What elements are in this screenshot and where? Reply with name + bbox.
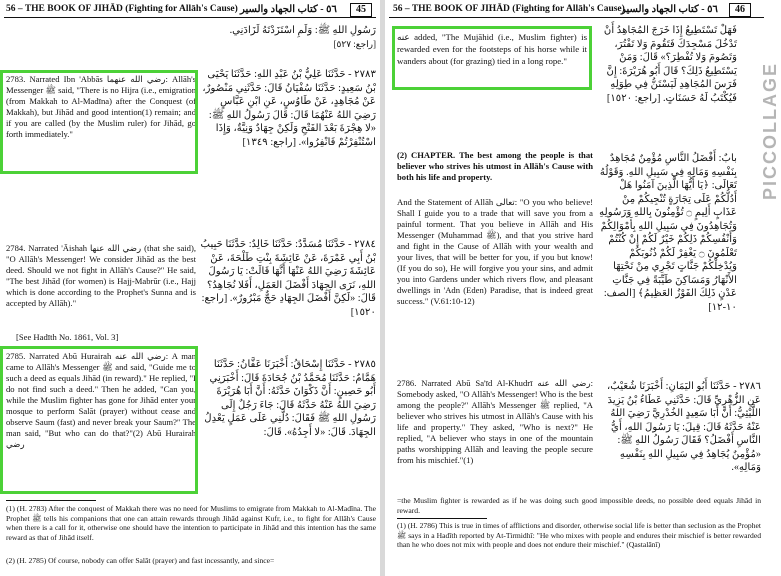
page-number: 45	[350, 3, 372, 17]
hadith-2784-see-also: [See Hadīth No. 1861, Vol. 3]	[16, 332, 119, 342]
hadith-2785-continued-english: عنه added, "The Mujāhid (i.e., Muslim fighter) is rewarded even for the footsteps of his horse while it wanders about (for grazing) tied in a long rope."	[397, 32, 587, 66]
hadith-2783-english: 2783. Narrated Ibn 'Abbās رضي الله عنهما: Allāh's Messenger ﷺ said, "There is no Hijra (i.e., emigration (from Makkah to Al-Madīna) after the Conquest (of Makkah), but Jihād and good intention(1) remain; and if you are called (by the Muslim ruler) for Jihād, go forth immediately."	[6, 74, 197, 139]
chapter-2-arabic: بابٌ: أَفْضَلُ النَّاسِ مُؤْمِنٌ مُجَاهِدٌ بِنَفْسِهِ وَمَالِهِ فِي سَبِيلِ اللهِ. وَقَوْلُهُ تَعَالَى: ﴿يَا أَيُّهَا الَّذِينَ آمَنُوا هَلْ أَدُلُّكُمْ عَلَى تِجَارَةٍ تُنْجِيكُمْ مِنْ عَذَابٍ أَلِيمٍ ۝ تُؤْمِنُونَ بِاللهِ وَرَسُولِهِ وَتُجَاهِدُونَ فِي سَبِيلِ اللهِ بِأَمْوَالِكُمْ وَأَنْفُسِكُمْ ذَلِكُمْ خَيْرٌ لَكُمْ إِنْ كُنْتُمْ تَعْلَمُونَ ۝ يَغْفِرْ لَكُمْ ذُنُوبَكُمْ وَيُدْخِلْكُمْ جَنَّاتٍ تَجْرِي مِنْ تَحْتِهَا الأَنْهَارُ وَمَسَاكِنَ طَيِّبَةً فِي جَنَّاتِ عَدْنٍ ذَلِكَ الفَوْزُ العَظِيمُ﴾ [الصف: ١٠-١٢]	[599, 153, 737, 313]
piccollage-watermark	[738, 30, 780, 200]
hadith-2785-arabic: ٢٧٨٥ - حَدَّثَنَا إِسْحَاقُ: أَخْبَرَنَا عَفَّانُ: حَدَّثَنَا هَمَّامٌ: حَدَّثَنَا مُحَمَّدُ بْنُ جُحَادَةَ قَالَ: أَخْبَرَنِي أَبُو حَصِينٍ: أَنَّ ذَكْوَانَ حَدَّثَهُ: أَنَّ أَبَا هُرَيْرَةَ رَضِيَ اللهُ عَنْهُ حَدَّثَهُ قَالَ: جَاءَ رَجُلٌ إِلَى رَسُولِ اللهِ ﷺ فَقَالَ: دُلَّنِي عَلَى عَمَلٍ يَعْدِلُ الجِهَادَ. قَالَ: «لا أَجِدُهُ». قَالَ:	[204, 359, 376, 438]
hadith-2786-english: 2786. Narrated Abū Sa'īd Al-Khudrī رضي الله عنه: Somebody asked, "O Allāh's Messenger! Who is the best among the people?" Allāh's Messenger ﷺ replied, "A believer who strives his utmost in Allāh's Cause with his life and property." They asked, "Who is next?" He replied, "A believer who stays in one of the mountain paths worshipping Allāh and leaving the people secure from his mischief."(1)	[397, 378, 593, 465]
top-arabic: رَسُولِ اللهِ ﷺ: وَلَمِ اسْتَزَدْتَهُ لَزَادَنِي.	[229, 25, 376, 36]
hadith-2784-arabic: ٢٧٨٤ - حَدَّثَنَا مُسَدَّدٌ: حَدَّثَنَا خَالِدٌ: حَدَّثَنَا حَبِيبُ بْنُ أَبِي عَمْرَةَ، عَنْ عَائِشَةَ بِنْتِ طَلْحَةَ، عَنْ عَائِشَةَ رَضِيَ اللهُ عَنْهَا أَنَّهَا قَالَتْ: يَا رَسُولَ اللهِ، نَرَى الجِهَادَ أَفْضَلَ العَمَلِ، أَفَلا نُجَاهِدُ؟ قَالَ: «لَكِنَّ أَفْضَلَ الجِهَادِ حَجٌّ مَبْرُورٌ». [راجع: ١٥٢٠]	[200, 239, 376, 318]
top-reference: [راجع: ٥٢٧]	[333, 39, 376, 49]
footnote-1: (1) (H. 2783) After the conquest of Makkah there was no need for Muslims to emigrate from Makkah to Al-Madīna. The Prophet ﷺ tells his companions that one can attain rewards through Jihād against Kufr, i.e., to fight for Allāh's Cause when there is a call for it, otherwise one should have the intention to participate in Jihād and this intention has the same reward as that of Jihād itself.	[6, 504, 376, 542]
footnote-rule	[6, 500, 96, 501]
book-title-ar: ٥٦ - كتاب الجهاد والسير	[240, 4, 337, 15]
footnote-1: (1) (H. 2786) This is true in times of afflictions and disorder, otherwise social life is better than seclusion as the Prophet ﷺ says in a Hadīth reported by At-Tirmidhī: "He who mixes with people and endures their mischief is better rewarded than he who does not mix with people and does not endure their mischief." (Qastalānī)	[397, 521, 761, 550]
hadith-2784-english: 2784. Narrated 'Āishah رضي الله عنها (that she said), "O Allāh's Messenger! We consider Jihād as the best deed. Should we not fight in Allāh's Cause?" He said, "The best Jihād (for women) is Hajj-Mabrūr (i.e., Hajj which is done according to the Prophet's Sunna and is accepted by Allāh)."	[6, 243, 196, 308]
page-number: 46	[729, 3, 751, 17]
footnote-2: (2) (H. 2785) Of course, nobody can offer Salāt (prayer) and fast incessantly, and since=	[6, 556, 275, 565]
footnote-rule	[397, 518, 487, 519]
book-title-en: 56 – THE BOOK OF JIHĀD (Fighting for Allāh's Cause)	[393, 4, 625, 14]
hadith-2783-arabic: ٢٧٨٣ - حَدَّثَنَا عَلِيُّ بْنُ عَبْدِ اللهِ: حَدَّثَنَا يَحْيَى بْنُ سَعِيدٍ: حَدَّثَنَا سُفْيَانُ قَالَ: حَدَّثَنِي مَنْصُورٌ، عَنْ مُجَاهِدٍ، عَنْ طَاوُسٍ، عَنِ ابْنِ عَبَّاسٍ رَضِيَ اللهُ عَنْهُمَا قَالَ: قَالَ رَسُولُ اللهِ ﷺ: «لا هِجْرَةَ بَعْدَ الفَتْحِ وَلَكِنْ جِهَادٌ وَنِيَّةٌ، وَإِذَا اسْتُنْفِرْتُمْ فَانْفِرُوا». [راجع: ١٣٤٩]	[202, 69, 376, 148]
book-title-en: 56 – THE BOOK OF JIHĀD (Fighting for Allāh's Cause)	[6, 4, 238, 14]
page-header	[4, 2, 376, 18]
watermark-text: PICCOLLAGE	[760, 61, 780, 200]
hadith-2785-english: 2785. Narrated Abū Hurairah رضي الله عنه: A man came to Allāh's Messenger ﷺ and said, "Guide me to such a deed as equals Jihād (in reward)." He replied, "I do not find such a deed." Then he added, "Can you, while the Muslim fighter has gone for Jihād enter your mosque to perform Salāt (prayer) without cease and observe Saum (fast) and never break your Saum?" The man said, "But who can do that?"(2) Abū Hurairah رضي	[6, 351, 196, 449]
page-header	[389, 2, 764, 18]
book-title-ar: ٥٦ - كتاب الجهاد والسير	[621, 4, 718, 15]
left-page	[0, 0, 380, 576]
chapter-2-quran-english: And the Statement of Allāh تعالى: "O you who believe! Shall I guide you to a trade that will save you from a painful torment. That you believe in Allāh and His Messenger (Muhammad ﷺ), and that you strive hard and fight in the Cause of Allāh with your wealth and your lives, that will be better for you, if you but know! (If you do so), He will forgive you your sins, and admit you into Gardens under which rivers flow, and pleasant dwellings in 'Adn (Eden) Paradise, that is indeed great success." (V.61:10-12)	[397, 197, 593, 306]
right-page	[385, 0, 780, 576]
chapter-2-heading-english: (2) CHAPTER. The best among the people is that believer who strives his utmost in Allāh's Cause with both his life and property.	[397, 150, 593, 182]
hadith-2785-continued-arabic: فَهَلْ تَسْتَطِيعُ إِذَا خَرَجَ المُجَاهِدُ أَنْ تَدْخُلَ مَسْجِدَكَ فَتَقُومَ وَلا تَفْتُرَ، وَتَصُومَ وَلا تُفْطِرَ؟» قَالَ: وَمَنْ يَسْتَطِيعُ ذَلِكَ؟ قَالَ أَبُو هُرَيْرَةَ: إِنَّ فَرَسَ المُجَاهِدِ لَيَسْتَنُّ فِي طِوَلِهِ فَيُكْتَبُ لَهُ حَسَنَاتٍ. [راجع: ١٥٢٠]	[603, 25, 737, 104]
hadith-2786-arabic: ٢٧٨٦ - حَدَّثَنَا أَبُو اليَمَانِ: أَخْبَرَنَا شُعَيْبٌ، عَنِ الزُّهْرِيِّ قَالَ: حَدَّثَنِي عَطَاءُ بْنُ يَزِيدَ اللَّيْثِيُّ: أَنَّ أَبَا سَعِيدٍ الخُدْرِيَّ رَضِيَ اللهُ عَنْهُ حَدَّثَهُ قَالَ: قِيلَ: يَا رَسُولَ اللهِ، أَيُّ النَّاسِ أَفْضَلُ؟ فَقَالَ رَسُولُ اللهِ ﷺ: «مُؤْمِنٌ يُجَاهِدُ فِي سَبِيلِ اللهِ بِنَفْسِهِ وَمَالِهِ».	[606, 381, 761, 473]
footnote-continued: =the Muslim fighter is rewarded as if he was doing such good impossible deeds, no possible deed equals Jihād in reward.	[397, 496, 761, 515]
